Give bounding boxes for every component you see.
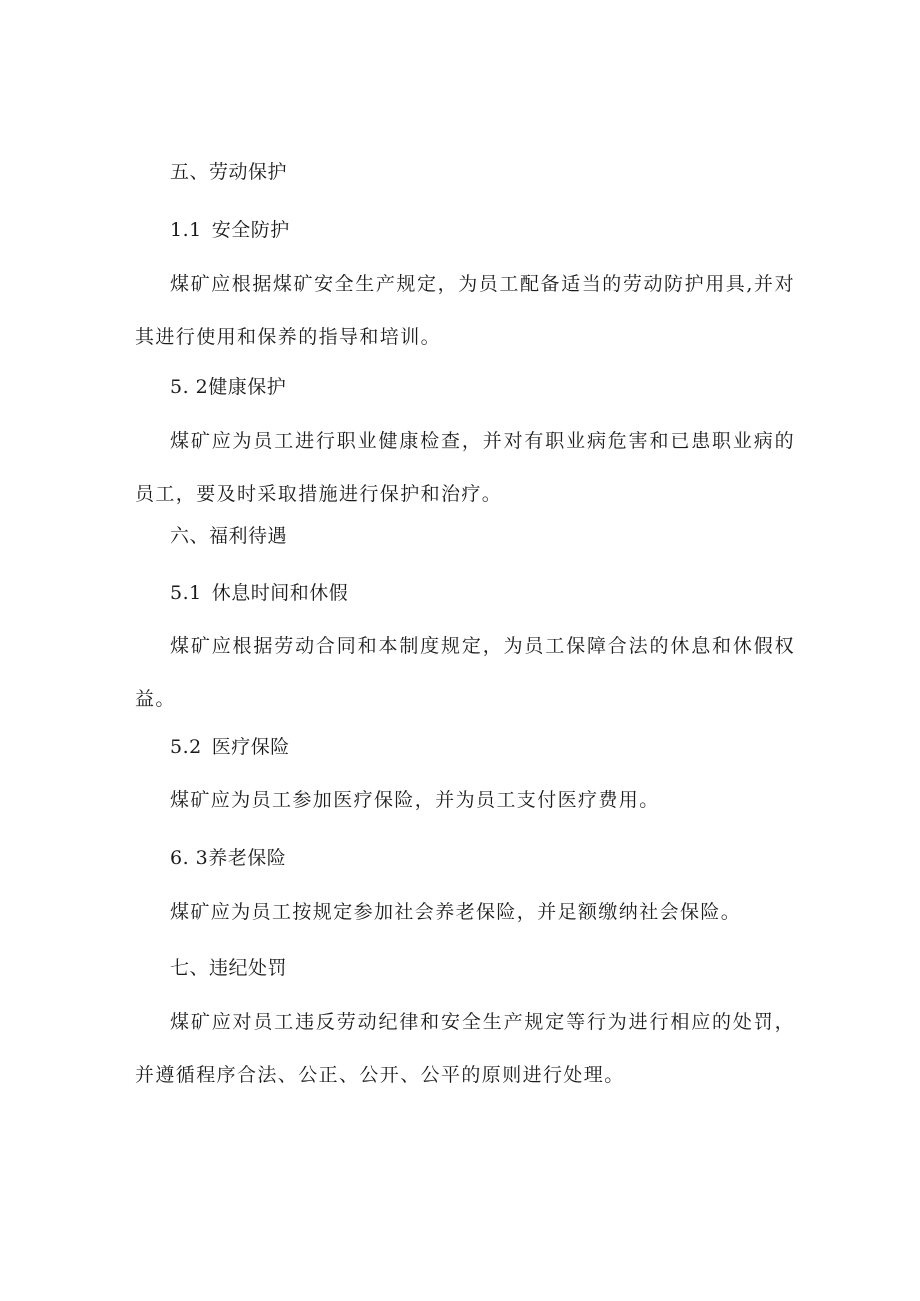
paragraph-disciplinary-penalty: 煤矿应对员工违反劳动纪律和安全生产规定等行为进行相应的处罚，并遵循程序合法、公正、公开、公平的原则进行处理。 <box>135 1011 795 1086</box>
section-heading-labor-protection: 五、劳动保护 <box>170 161 288 183</box>
subsection-number: 5.1 <box>170 582 202 604</box>
subsection-heading-rest-and-leave <box>170 581 348 605</box>
paragraph-pension-insurance: 煤矿应为员工按规定参加社会养老保险，并足额缴纳社会保险。 <box>170 901 742 923</box>
subsection-title: 休息时间和休假 <box>211 582 349 604</box>
subsection-heading-safety-protection <box>170 218 290 242</box>
subsection-heading-health-protection: 5. 2健康保护 <box>170 376 287 398</box>
subsection-title: 安全防护 <box>211 219 290 241</box>
paragraph-safety-protection: 煤矿应根据煤矿安全生产规定，为员工配备适当的劳动防护用具,并对其进行使用和保养的指导和培训。 <box>135 273 795 348</box>
paragraph-rest-and-leave: 煤矿应根据劳动合同和本制度规定，为员工保障合法的休息和休假权益。 <box>135 635 795 710</box>
subsection-heading-pension-insurance: 6. 3养老保险 <box>170 847 287 869</box>
subsection-number: 1.1 <box>170 219 202 241</box>
subsection-title: 医疗保险 <box>211 736 290 758</box>
section-heading-disciplinary-penalty: 七、违纪处罚 <box>170 957 288 979</box>
subsection-heading-medical-insurance <box>170 735 290 759</box>
paragraph-health-protection: 煤矿应为员工进行职业健康检查，并对有职业病危害和已患职业病的员工，要及时采取措施进行保护和治疗。 <box>135 430 795 505</box>
section-heading-welfare: 六、福利待遇 <box>170 525 288 547</box>
subsection-number: 5.2 <box>170 736 202 758</box>
paragraph-medical-insurance: 煤矿应为员工参加医疗保险，并为员工支付医疗费用。 <box>170 789 660 811</box>
